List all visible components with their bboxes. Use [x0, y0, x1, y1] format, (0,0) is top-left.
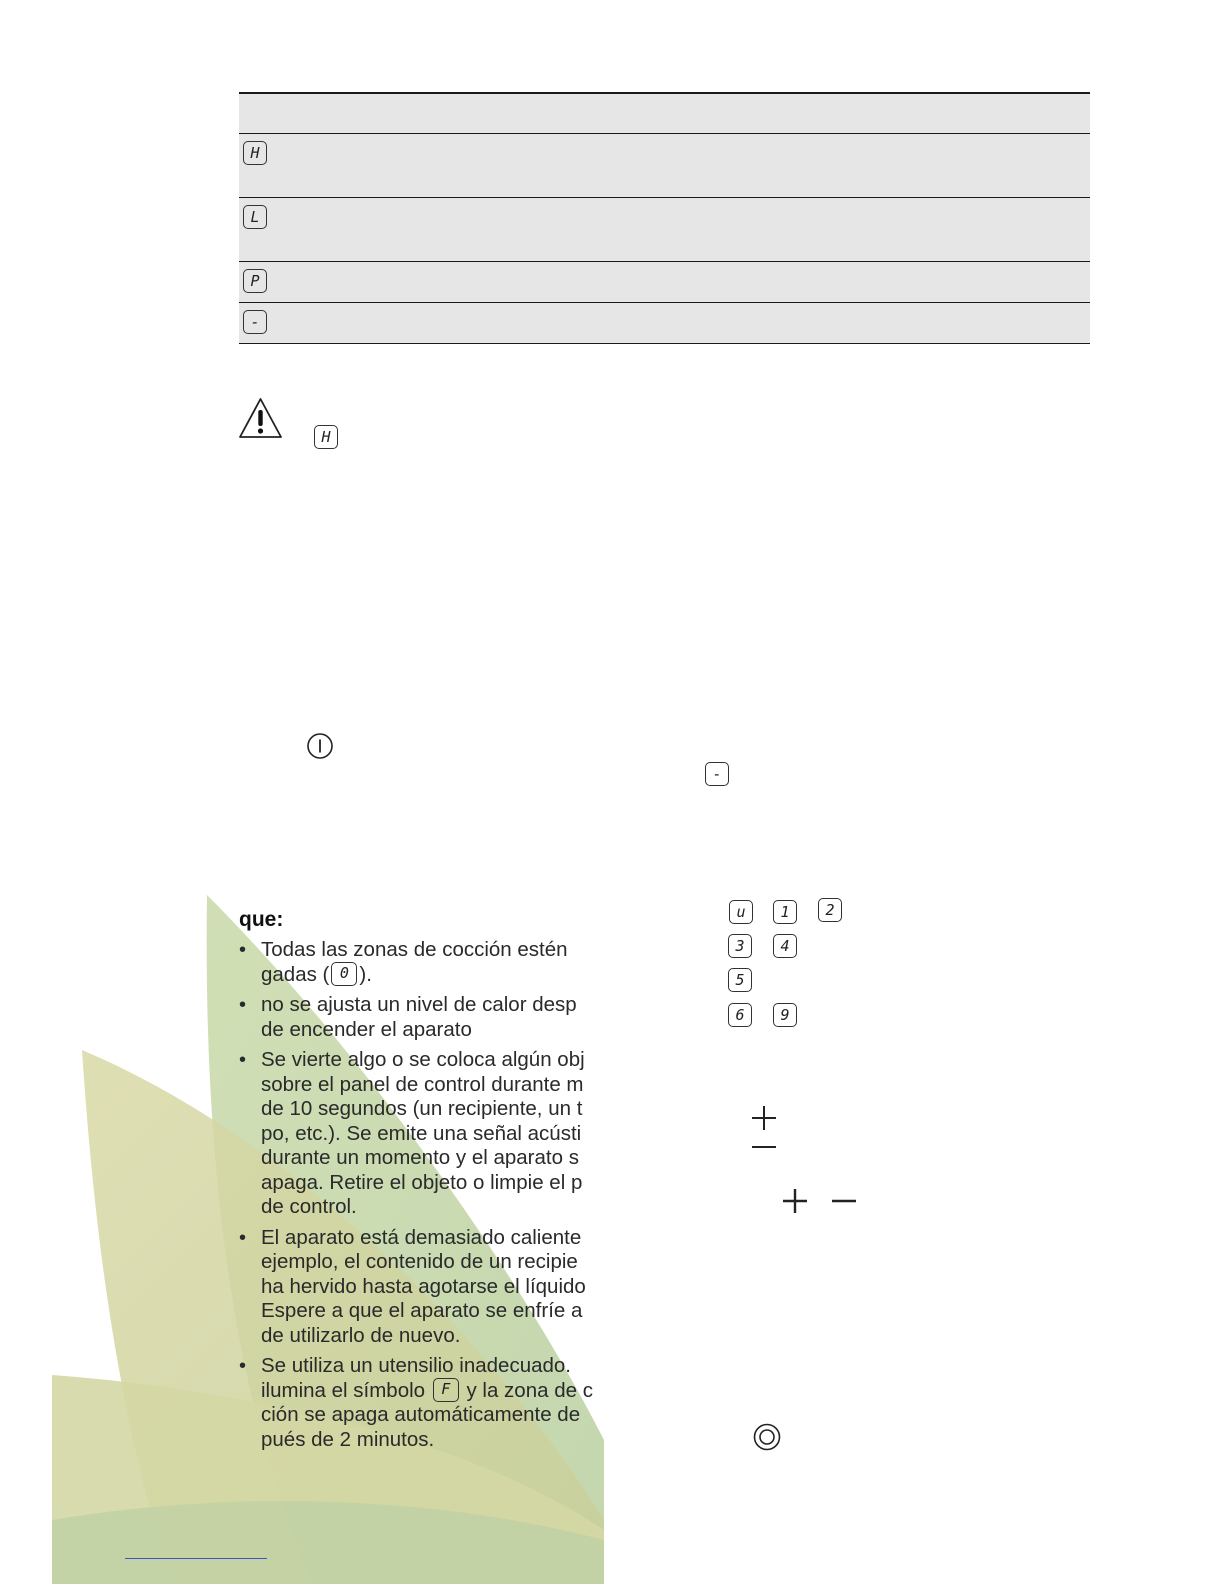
footer-link-underline[interactable]: [125, 1558, 267, 1559]
heat-level-3: 3: [728, 934, 752, 958]
heat-level-2: 2: [818, 898, 842, 922]
heat-level-1: 1: [773, 900, 797, 924]
list-item-text: gadas (: [261, 962, 330, 986]
table-row: [239, 134, 1090, 198]
list-item: [239, 1226, 605, 1349]
list-item: [239, 938, 605, 987]
list-item: [239, 1354, 605, 1452]
list-item-line: • Todas las zonas de cocción estén: [261, 938, 568, 961]
list-item-line: de control.: [261, 1195, 357, 1218]
list-item-line: de utilizarlo de nuevo.: [261, 1323, 461, 1347]
list-item-line: • no se ajusta un nivel de calor desp: [261, 993, 577, 1016]
list-item: [239, 993, 605, 1042]
table-row: [239, 198, 1090, 262]
double-circle-icon: [753, 1423, 781, 1451]
list-item-line: • Se utiliza un utensilio inadecuado.: [261, 1354, 571, 1377]
power-icon: [306, 732, 334, 760]
list-item-line: sobre el panel de control durante m: [261, 1072, 584, 1096]
list-item-line: [261, 963, 605, 988]
warning-symbol-H: H: [314, 425, 338, 449]
list-item-text: ).: [359, 962, 372, 986]
list-item-text: y la zona de c: [460, 1378, 593, 1402]
display-symbol-dash: -: [705, 762, 729, 786]
list-item-line: ción se apaga automáticamente de: [261, 1403, 581, 1426]
list-item: [239, 1048, 605, 1220]
list-item-text: ilumina el símbolo: [261, 1378, 431, 1402]
list-item-line: durante un momento y el aparato s: [261, 1146, 579, 1169]
display-symbol-dash: -: [243, 310, 267, 334]
plus-icon: [782, 1188, 808, 1214]
plus-icon: [751, 1105, 777, 1131]
table-row: [239, 303, 1090, 344]
display-symbol-P: P: [243, 269, 267, 293]
heat-level-5: 5: [728, 968, 752, 992]
heat-level-u: u: [729, 900, 753, 924]
display-symbol-L: L: [243, 205, 267, 229]
display-symbol-F: F: [433, 1378, 459, 1402]
shutdown-lead: que:: [239, 908, 284, 931]
list-item-line: ejemplo, el contenido de un recipie: [261, 1250, 578, 1273]
table-header-row: [239, 92, 1090, 134]
list-item-line: po, etc.). Se emite una señal acústi: [261, 1121, 582, 1145]
minus-icon: [831, 1193, 857, 1209]
list-item-line: pués de 2 minutos.: [261, 1427, 435, 1451]
shutdown-conditions-list: [239, 938, 605, 1458]
warning-triangle-icon: [238, 397, 283, 439]
heat-level-4: 4: [773, 934, 797, 958]
list-item-line: de 10 segundos (un recipiente, un t: [261, 1097, 583, 1120]
list-item-line: Espere a que el aparato se enfríe a: [261, 1299, 583, 1322]
list-item-line: de encender el aparato: [261, 1017, 472, 1041]
list-item-line: [261, 1379, 605, 1404]
display-symbol-H: H: [243, 141, 267, 165]
display-symbol-0: 0: [331, 962, 357, 986]
table-row: [239, 262, 1090, 303]
heat-level-9: 9: [773, 1003, 797, 1027]
minus-icon: [751, 1140, 777, 1154]
list-item-line: • El aparato está demasiado caliente: [261, 1225, 582, 1249]
display-symbols-table: [239, 92, 1090, 344]
heat-level-6: 6: [728, 1003, 752, 1027]
list-item-line: apaga. Retire el objeto o limpie el p: [261, 1170, 583, 1194]
list-item-line: ha hervido hasta agotarse el líquido: [261, 1274, 586, 1298]
list-item-line: • Se vierte algo o se coloca algún obj: [261, 1048, 585, 1071]
